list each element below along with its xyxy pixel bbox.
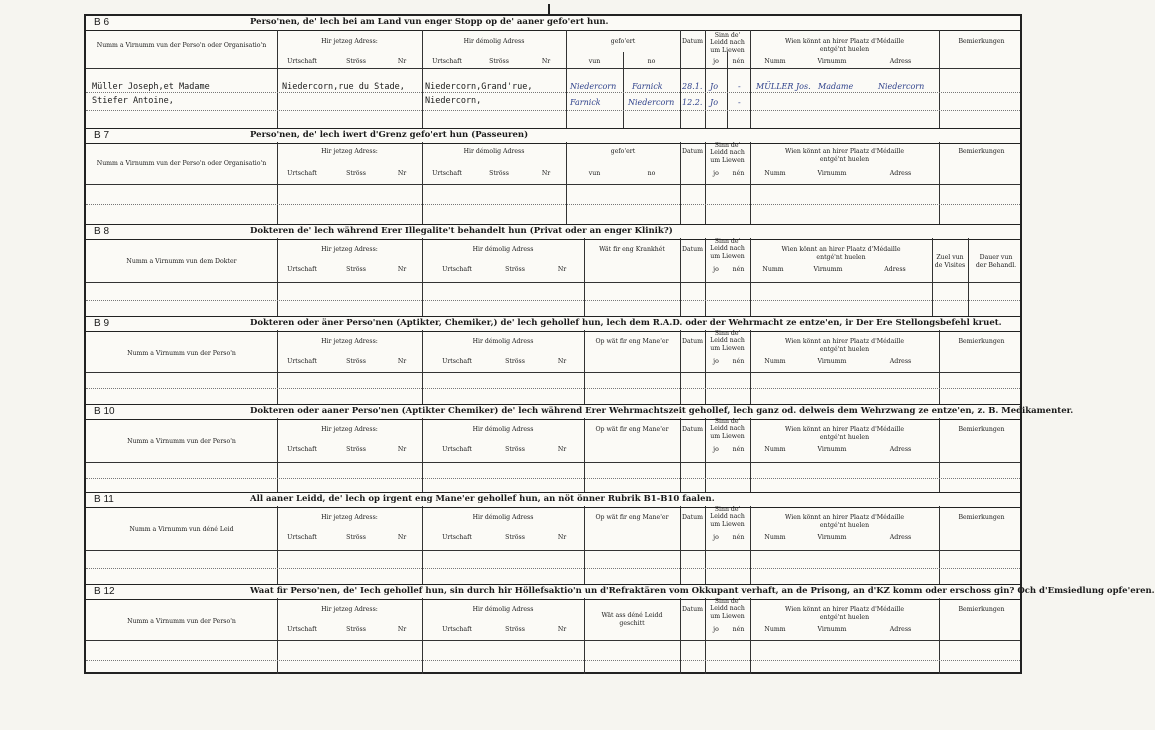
section-b7 xyxy=(86,128,1020,224)
col-sense: um Liewen xyxy=(710,157,745,164)
col-current-address: Hir jetzeg Adress: xyxy=(321,148,378,155)
col-former-address: Hir démolig Adress xyxy=(472,514,534,521)
col-no: nén xyxy=(732,534,745,541)
col-date: Datum xyxy=(682,148,703,155)
col-name: Numm a Virnumm vun der Perso'n xyxy=(127,350,236,357)
col-from: vun xyxy=(588,170,601,177)
col-nr: Nr xyxy=(541,170,551,177)
col-sense: Sinn de' xyxy=(714,506,741,513)
col-date: Datum xyxy=(682,338,703,345)
col-remarks: Bemierkungen xyxy=(958,38,1005,45)
section-title: Perso'nen, de' lech bei am Land vun enger Stopp op de' aaner gefo'ert hun. xyxy=(250,17,609,27)
col-manner: Op wät fir eng Mane'er xyxy=(595,426,669,433)
col-medal: Wien könnt an hirer Plaatz d'Médaille xyxy=(784,338,905,345)
section-header xyxy=(86,404,1074,420)
col-adress: Adress xyxy=(889,170,912,177)
col-nr: Nr xyxy=(397,358,407,365)
col-current-address: Hir jetzeg Adress: xyxy=(321,246,378,253)
col-sense: Sinn de' xyxy=(714,418,741,425)
col-current-address: Hir jetzeg Adress: xyxy=(321,338,378,345)
col-what-happened: Wät ass déné Leidd xyxy=(601,612,663,619)
col-sense: Leidd nach xyxy=(710,605,745,612)
entry-to-2: Niedercorn xyxy=(628,98,675,107)
col-locality: Urtschaft xyxy=(442,534,472,541)
col-manner: Op wät fir eng Mane'er xyxy=(595,514,669,521)
col-sense: Leidd nach xyxy=(710,39,745,46)
col-sense: um Liewen xyxy=(710,345,745,352)
col-sense: Sinn de' xyxy=(714,238,741,245)
entry-former-address-2: Niedercorn, xyxy=(425,96,482,106)
col-street: Ströss xyxy=(346,626,366,633)
col-current-address: Hir jetzeg Adress: xyxy=(321,38,378,45)
col-name: Numm a Virnumm vun der Perso'n oder Organisatio'n xyxy=(96,42,267,49)
col-no: nén xyxy=(732,446,745,453)
col-medal: entgé'nt huelen xyxy=(819,614,870,621)
section-header xyxy=(86,584,1155,600)
col-sense: um Liewen xyxy=(710,521,745,528)
col-locality: Urtschaft xyxy=(287,358,317,365)
section-code: B 6 xyxy=(94,17,110,28)
col-nr: Nr xyxy=(397,626,407,633)
col-nr: Nr xyxy=(397,170,407,177)
col-date: Datum xyxy=(682,246,703,253)
col-locality: Urtschaft xyxy=(287,534,317,541)
col-locality: Urtschaft xyxy=(287,626,317,633)
col-sense: um Liewen xyxy=(710,433,745,440)
col-yes: jo xyxy=(713,446,719,453)
section-title: Dokteren oder äner Perso'nen (Aptikter, Chemiker,) de' lech gehollef hun, lech dem R.A.D. oder der Wehrmacht ze entze'en, ir Der Ere Stellongsbefehl kruet. xyxy=(250,318,1002,328)
col-virnumm: Virnumm xyxy=(817,626,847,633)
col-yes: jo xyxy=(713,358,719,365)
col-numm: Numm xyxy=(764,58,786,65)
entry-no-1: - xyxy=(738,82,741,91)
col-nr: Nr xyxy=(397,446,407,453)
col-duration: Dauer vun xyxy=(979,254,1013,261)
col-street: Ströss xyxy=(505,534,525,541)
col-sense: Sinn de' xyxy=(714,32,741,39)
col-yes: jo xyxy=(713,170,719,177)
col-street: Ströss xyxy=(346,534,366,541)
col-numm: Numm xyxy=(764,358,786,365)
col-nr: Nr xyxy=(557,266,567,273)
col-sense: Leidd nach xyxy=(710,149,745,156)
col-no: nén xyxy=(732,626,745,633)
col-medal: entgé'nt huelen xyxy=(819,346,870,353)
section-title: All aaner Leidd, de' lech op irgent eng Mane'er gehollef hun, an nöt önner Rubrik B1-B10 faalen. xyxy=(250,494,715,504)
col-locality: Urtschaft xyxy=(287,170,317,177)
col-name: Numm a Virnumm vun dem Dokter xyxy=(126,258,237,265)
col-locality: Urtschaft xyxy=(287,446,317,453)
col-remarks: Bemierkungen xyxy=(958,606,1005,613)
entry-medal-adress: Niedercorn xyxy=(878,82,925,91)
col-locality: Urtschaft xyxy=(442,446,472,453)
section-code: B 11 xyxy=(94,494,114,505)
col-numm: Numm xyxy=(764,626,786,633)
col-adress: Adress xyxy=(884,266,906,273)
entry-name-1: Müller Joseph,et Madame xyxy=(92,82,210,92)
col-sense: um Liewen xyxy=(710,613,745,620)
col-street: Ströss xyxy=(346,358,366,365)
col-illness: Wät fir eng Krankhét xyxy=(599,246,665,253)
section-code: B 9 xyxy=(94,318,110,329)
col-locality: Urtschaft xyxy=(442,626,472,633)
col-remarks: Bemierkungen xyxy=(958,338,1005,345)
section-header xyxy=(86,316,1020,332)
col-virnumm: Virnumm xyxy=(817,358,847,365)
col-virnumm: Virnumm xyxy=(813,266,843,273)
entry-yes-1: Jo xyxy=(710,82,719,91)
col-sense: Leidd nach xyxy=(710,425,745,432)
col-yes: jo xyxy=(713,626,719,633)
col-adress: Adress xyxy=(889,58,912,65)
col-no: nén xyxy=(732,170,745,177)
col-sense: Sinn de' xyxy=(714,598,741,605)
col-current-address: Hir jetzeg Adress: xyxy=(321,426,378,433)
col-adress: Adress xyxy=(889,446,912,453)
col-medal: Wien könnt an hirer Plaatz d'Médaille xyxy=(784,148,905,155)
section-header xyxy=(86,492,1020,508)
col-remarks: Bemierkungen xyxy=(958,514,1005,521)
entry-yes-2: Jo xyxy=(710,98,719,107)
col-sense: Leidd nach xyxy=(710,513,745,520)
col-from: vun xyxy=(588,58,601,65)
col-sense: um Liewen xyxy=(710,47,745,54)
col-to: no xyxy=(647,170,656,177)
col-name: Numm a Virnumm vun déné Leid xyxy=(129,526,234,533)
col-street: Ströss xyxy=(346,58,366,65)
col-medal: entgé'nt huelen xyxy=(819,522,870,529)
col-nr: Nr xyxy=(557,446,567,453)
entry-medal-name: MÜLLER Jos. xyxy=(756,82,811,91)
col-locality: Urtschaft xyxy=(432,58,462,65)
col-locality: Urtschaft xyxy=(287,266,317,273)
section-code: B 7 xyxy=(94,130,110,141)
col-yes: jo xyxy=(713,534,719,541)
col-virnumm: Virnumm xyxy=(817,58,847,65)
col-adress: Adress xyxy=(889,534,912,541)
col-no: nén xyxy=(732,358,745,365)
col-to: no xyxy=(647,58,656,65)
col-former-address: Hir démolig Adress xyxy=(472,338,534,345)
col-virnumm: Virnumm xyxy=(817,446,847,453)
entry-from-2: Farnick xyxy=(570,98,601,107)
col-fed: gefo'ert xyxy=(610,148,636,155)
col-date: Datum xyxy=(682,606,703,613)
col-street: Ströss xyxy=(489,58,509,65)
col-medal: Wien könnt an hirer Plaatz d'Médaille xyxy=(784,426,905,433)
col-street: Ströss xyxy=(346,446,366,453)
col-medal: entgé'nt huelen xyxy=(819,46,870,53)
col-yes: jo xyxy=(713,266,719,273)
col-numm: Numm xyxy=(764,170,786,177)
col-medal: Wien könnt an hirer Plaatz d'Médaille xyxy=(784,606,905,613)
col-duration: der Behandl. xyxy=(975,262,1017,269)
col-visits: de Visites xyxy=(934,262,966,269)
col-no: nén xyxy=(732,266,745,273)
col-nr: Nr xyxy=(557,534,567,541)
col-street: Ströss xyxy=(505,358,525,365)
section-code: B 8 xyxy=(94,226,110,237)
col-visits: Zuel vun xyxy=(936,254,964,261)
col-sense: um Liewen xyxy=(710,253,745,260)
col-nr: Nr xyxy=(397,58,407,65)
entry-date-2: 12.2. xyxy=(682,98,703,107)
col-name: Numm a Virnumm vun der Perso'n xyxy=(127,618,236,625)
col-adress: Adress xyxy=(889,626,912,633)
col-medal: Wien könnt an hirer Plaatz d'Médaille xyxy=(784,514,905,521)
col-virnumm: Virnumm xyxy=(817,170,847,177)
entry-current-address: Niedercorn,rue du Stade, xyxy=(282,82,405,92)
section-b8 xyxy=(86,224,1020,316)
col-what-happened: geschitt xyxy=(619,620,645,627)
entry-to-1: Farnick xyxy=(632,82,663,91)
section-header xyxy=(86,16,1020,31)
section-b6 xyxy=(86,16,1020,128)
col-remarks: Bemierkungen xyxy=(958,148,1005,155)
col-sense: Sinn de' xyxy=(714,330,741,337)
col-current-address: Hir jetzeg Adress: xyxy=(321,606,378,613)
col-locality: Urtschaft xyxy=(442,358,472,365)
col-medal: entgé'nt huelen xyxy=(819,434,870,441)
section-title: Dokteren de' lech während Erer Illegalite't behandelt hun (Privat oder an enger Klinik?) xyxy=(250,226,673,236)
entry-name-2: Stiefer Antoine, xyxy=(92,96,174,106)
col-medal: entgé'nt huelen xyxy=(816,254,866,261)
col-name: Numm a Virnumm vun der Perso'n oder Organisatio'n xyxy=(96,160,267,167)
col-street: Ströss xyxy=(505,446,525,453)
col-street: Ströss xyxy=(505,626,525,633)
section-header xyxy=(86,224,1020,240)
col-former-address: Hir démolig Adress xyxy=(472,426,534,433)
col-medal: Wien könnt an hirer Plaatz d'Médaille xyxy=(781,246,901,253)
form-sheet xyxy=(84,14,1155,674)
col-numm: Numm xyxy=(764,534,786,541)
entry-former-address-1: Niedercorn,Grand'rue, xyxy=(425,82,533,92)
col-fed: gefo'ert xyxy=(610,38,636,45)
col-date: Datum xyxy=(682,38,703,45)
col-remarks: Bemierkungen xyxy=(958,426,1005,433)
col-yes: jo xyxy=(713,58,719,65)
entry-date-1: 28.1. xyxy=(682,82,703,91)
section-title: Waat fir Perso'nen, de' Iech gehollef hun, sin durch hir Höllefsaktio'n un d'Refraktären vom Okkupant verhaft, an de Prisong, an d'KZ komm oder erschoss gin? Och d'Emsiedlung opfe'eren. xyxy=(250,586,1155,596)
entry-medal-virnumm: Madame xyxy=(818,82,854,91)
col-nr: Nr xyxy=(557,358,567,365)
col-sense: Leidd nach xyxy=(710,245,745,252)
section-header xyxy=(86,128,1020,144)
col-adress: Adress xyxy=(889,358,912,365)
col-no: nén xyxy=(732,58,745,65)
col-date: Datum xyxy=(682,426,703,433)
section-code: B 10 xyxy=(94,406,115,417)
col-former-address: Hir démolig Adress xyxy=(472,246,534,253)
col-medal: entgé'nt huelen xyxy=(819,156,870,163)
col-locality: Urtschaft xyxy=(442,266,472,273)
col-numm: Numm xyxy=(762,266,784,273)
col-virnumm: Virnumm xyxy=(817,534,847,541)
entry-from-1: Niedercorn xyxy=(570,82,617,91)
col-former-address: Hir démolig Adress xyxy=(463,148,525,155)
col-nr: Nr xyxy=(397,266,407,273)
col-street: Ströss xyxy=(346,170,366,177)
col-street: Ströss xyxy=(489,170,509,177)
col-sense: Sinn de' xyxy=(714,142,741,149)
col-current-address: Hir jetzeg Adress: xyxy=(321,514,378,521)
col-nr: Nr xyxy=(397,534,407,541)
col-street: Ströss xyxy=(505,266,525,273)
section-b11 xyxy=(86,492,1020,584)
col-former-address: Hir démolig Adress xyxy=(472,606,534,613)
col-sense: Leidd nach xyxy=(710,337,745,344)
section-code: B 12 xyxy=(94,586,115,597)
col-name: Numm a Virnumm vun der Perso'n xyxy=(127,438,236,445)
section-b10 xyxy=(86,404,1074,492)
section-title: Perso'nen, de' lech iwert d'Grenz gefo'ert hun (Passeuren) xyxy=(250,130,529,140)
col-locality: Urtschaft xyxy=(432,170,462,177)
col-date: Datum xyxy=(682,514,703,521)
col-medal: Wien könnt an hirer Plaatz d'Médaille xyxy=(784,38,905,45)
col-former-address: Hir démolig Adress xyxy=(463,38,525,45)
entry-no-2: - xyxy=(738,98,741,107)
col-numm: Numm xyxy=(764,446,786,453)
col-nr: Nr xyxy=(557,626,567,633)
col-nr: Nr xyxy=(541,58,551,65)
col-locality: Urtschaft xyxy=(287,58,317,65)
section-b12 xyxy=(86,584,1155,674)
section-b9 xyxy=(86,316,1020,404)
col-street: Ströss xyxy=(346,266,366,273)
col-manner: Op wät fir eng Mane'er xyxy=(595,338,669,345)
section-title: Dokteren oder aaner Perso'nen (Aptikter Chemiker) de' lech während Erer Wehrmachtszeit gehollef, lech ganz od. delweis dem Wehrzwang ze entze'en, z. B. Medikamenter. xyxy=(250,406,1074,416)
